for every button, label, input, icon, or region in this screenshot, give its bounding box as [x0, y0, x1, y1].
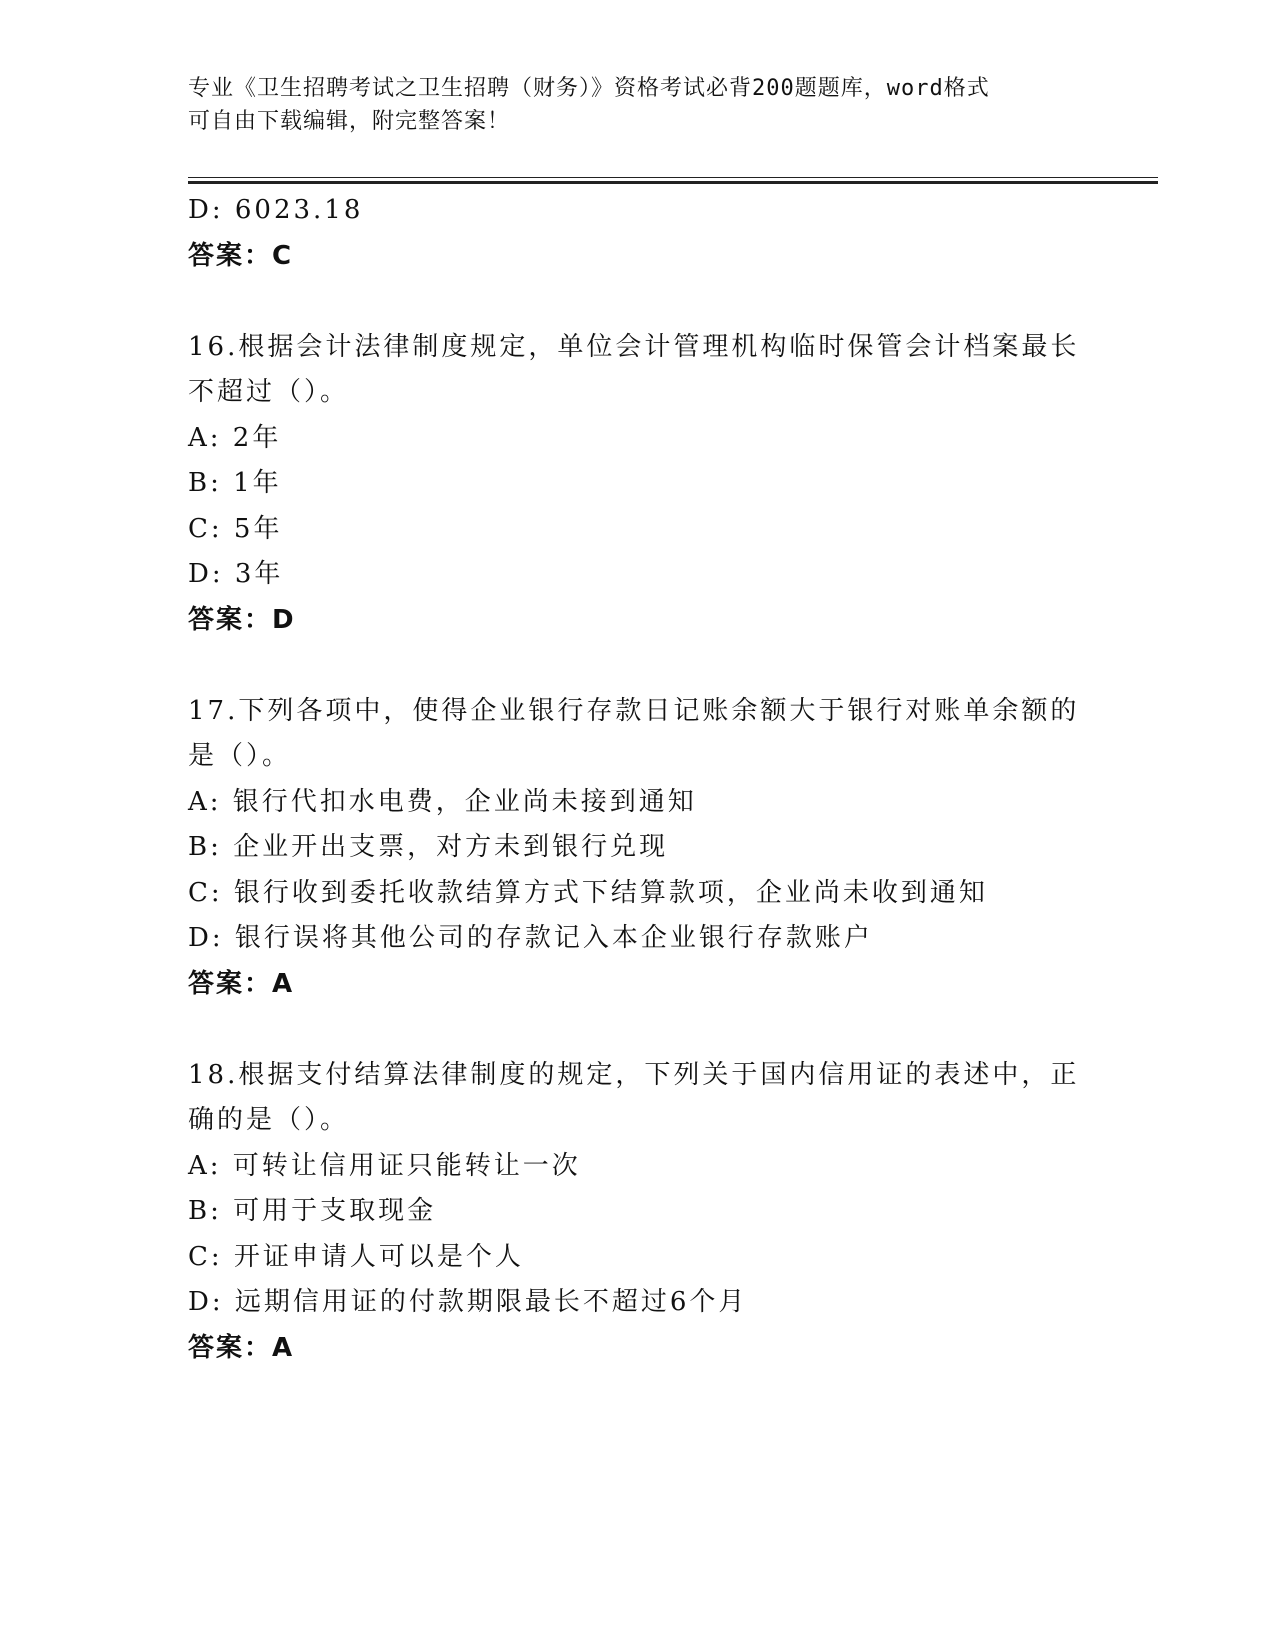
question-18 — [188, 1053, 1088, 1372]
question-stem-cont: 确的是（）。 — [188, 1105, 350, 1135]
header-line-1: 专业《卫生招聘考试之卫生招聘（财务）》资格考试必背200题题库，word格式 — [188, 76, 990, 101]
question-17 — [188, 689, 1088, 1008]
answer-line: 答案：C — [188, 240, 294, 271]
option-b: B: 1年 — [188, 468, 282, 498]
answer-line: 答案：A — [188, 968, 295, 999]
option-b: B: 可用于支取现金 — [188, 1196, 437, 1226]
spacer — [188, 1007, 1088, 1053]
option-a: A: 可转让信用证只能转让一次 — [188, 1150, 581, 1181]
header-divider-thick — [188, 181, 1158, 184]
header-line-2: 可自由下载编辑，附完整答案！ — [188, 109, 511, 134]
answer-line: 答案：D — [188, 604, 296, 635]
document-header — [188, 72, 1068, 138]
option-c: C: 开证申请人可以是个人 — [188, 1241, 524, 1272]
option-c: C: 银行收到委托收款结算方式下结算款项，企业尚未收到通知 — [188, 877, 988, 908]
option-a: A: 银行代扣水电费，企业尚未接到通知 — [188, 786, 697, 817]
question-stem-cont: 不超过（）。 — [188, 377, 350, 407]
question-stem: 17.下列各项中，使得企业银行存款日记账余额大于银行对账单余额的 — [188, 695, 1080, 726]
question-stem-cont: 是（）。 — [188, 741, 292, 771]
spacer — [188, 279, 1088, 325]
previous-question-tail — [188, 188, 1088, 279]
spacer — [188, 643, 1088, 689]
question-stem: 18.根据支付结算法律制度的规定，下列关于国内信用证的表述中，正 — [188, 1059, 1080, 1090]
answer-line: 答案：A — [188, 1332, 295, 1363]
option-b: B: 企业开出支票，对方未到银行兑现 — [188, 832, 669, 862]
option-d: D: 远期信用证的付款期限最长不超过6个月 — [188, 1287, 748, 1317]
question-stem: 16.根据会计法律制度规定，单位会计管理机构临时保管会计档案最长 — [188, 331, 1080, 362]
header-divider-thin — [188, 177, 1158, 178]
option-c: C: 5年 — [188, 513, 283, 544]
option-d: D: 银行误将其他公司的存款记入本企业银行存款账户 — [188, 923, 873, 953]
option-a: A: 2年 — [188, 422, 282, 453]
option-d: D: 6023.18 — [188, 195, 364, 225]
option-d: D: 3年 — [188, 559, 284, 589]
question-list — [188, 188, 1088, 1371]
question-16 — [188, 325, 1088, 644]
